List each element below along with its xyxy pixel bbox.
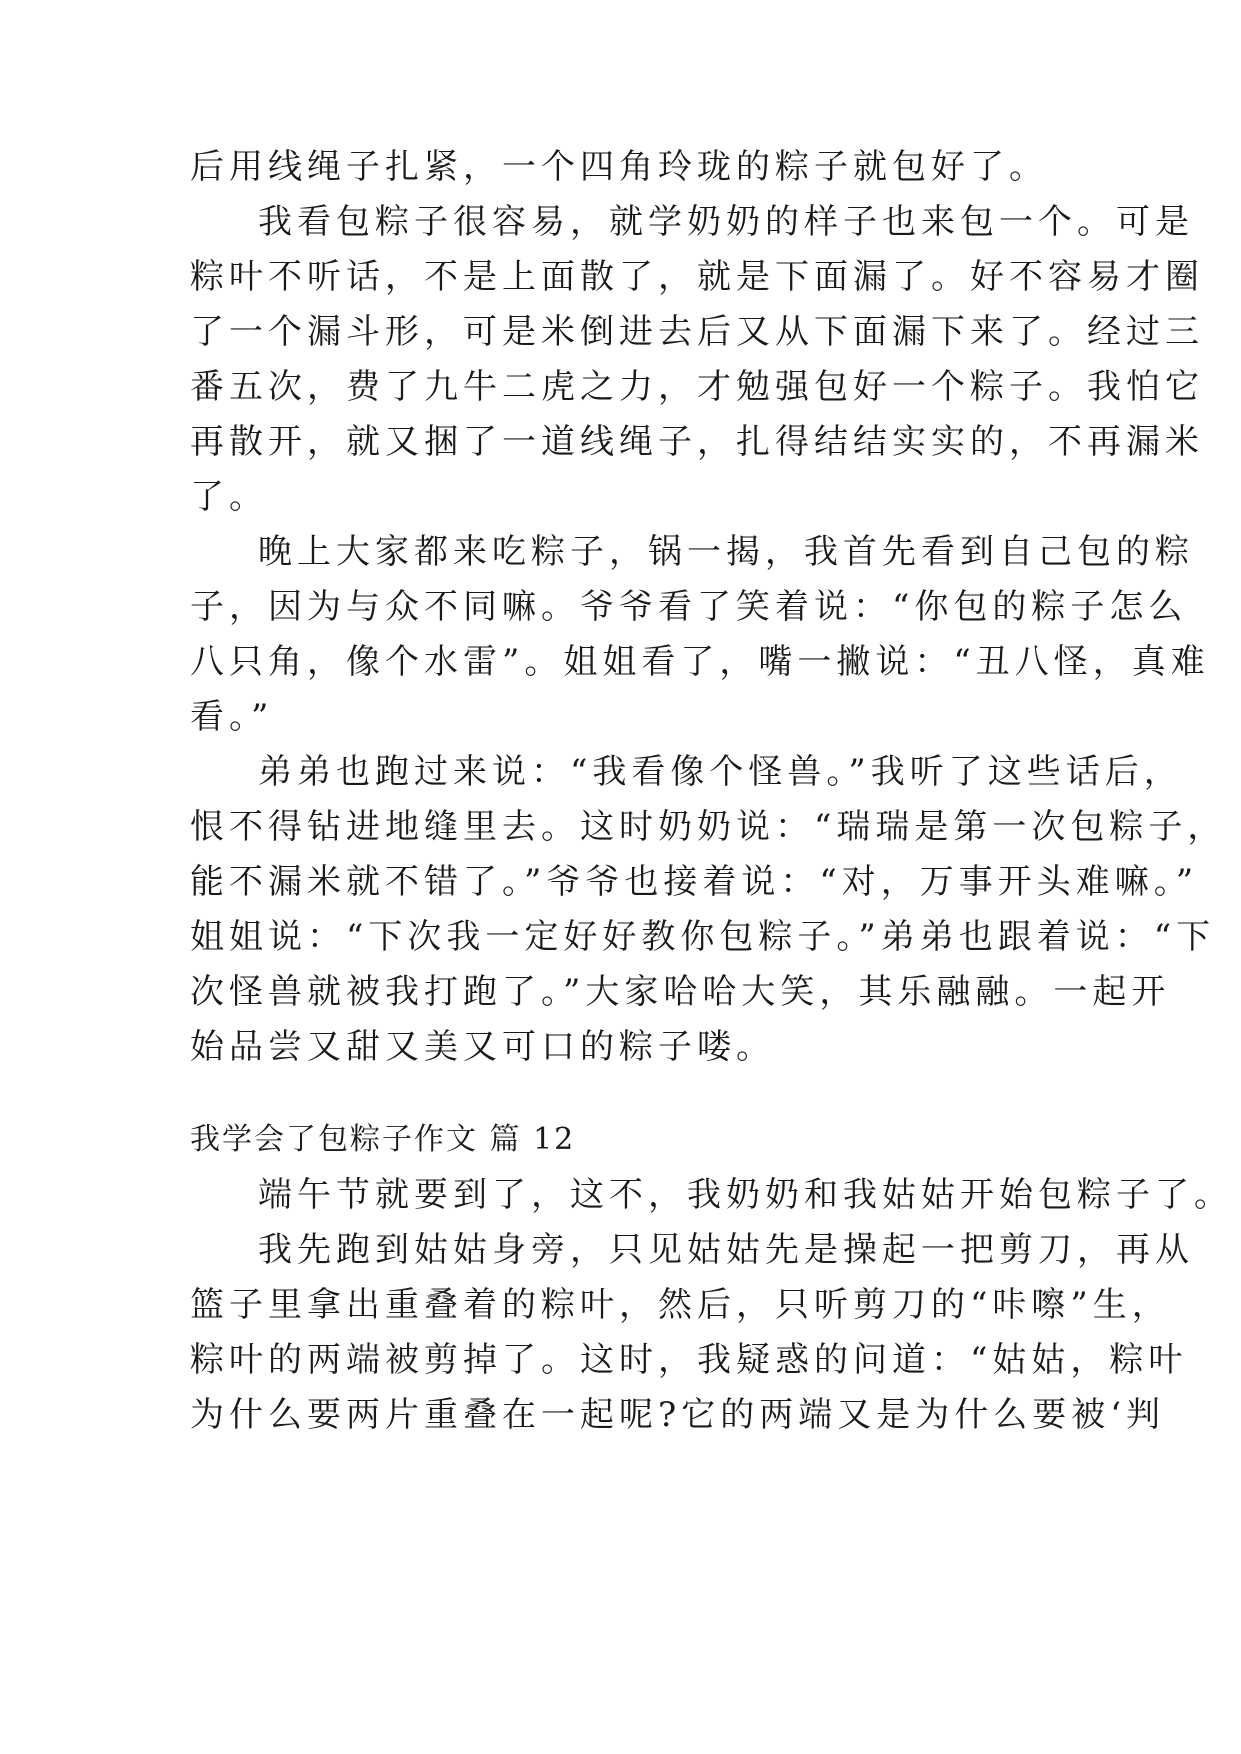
text-line: 八只角，像个水雷”。姐姐看了，嘴一撇说：“丑八怪，真难 bbox=[190, 642, 1210, 682]
text-line: 子，因为与众不同嘛。爷爷看了笑着说：“你包的粽子怎么 bbox=[190, 587, 1188, 627]
paragraph-start-line: 我先跑到姑姑身旁，只见姑姑先是操起一把剪刀，再从 bbox=[258, 1230, 1194, 1270]
text-line: 恨不得钻进地缝里去。这时奶奶说：“瑞瑞是第一次包粽子， bbox=[190, 807, 1227, 847]
text-line: 始品尝又甜又美又可口的粽子喽。 bbox=[190, 1027, 775, 1067]
text-line: 番五次，费了九牛二虎之力，才勉强包好一个粽子。我怕它 bbox=[190, 367, 1204, 407]
text-line: 看。” bbox=[190, 697, 274, 737]
paragraph-start-line: 我看包粽子很容易，就学奶奶的样子也来包一个。可是 bbox=[258, 202, 1194, 242]
paragraph-start-line: 晚上大家都来吃粽子，锅一揭，我首先看到自己包的粽 bbox=[258, 532, 1194, 572]
text-line: 再散开，就又捆了一道线绳子，扎得结结实实的，不再漏米 bbox=[190, 422, 1204, 462]
section-heading: 我学会了包粽子作文 篇 12 bbox=[190, 1122, 576, 1157]
paragraph-start-line: 端午节就要到了，这不，我奶奶和我姑姑开始包粽子了。 bbox=[258, 1175, 1233, 1215]
text-line: 篮子里拿出重叠着的粽叶，然后，只听剪刀的“咔嚓”生， bbox=[190, 1285, 1171, 1325]
text-line: 粽叶不听话，不是上面散了，就是下面漏了。好不容易才圈 bbox=[190, 257, 1204, 297]
paragraph-start-line: 弟弟也跑过来说：“我看像个怪兽。”我听了这些话后， bbox=[258, 752, 1183, 792]
text-line: 次怪兽就被我打跑了。”大家哈哈大笑，其乐融融。一起开 bbox=[190, 972, 1171, 1012]
text-line: 粽叶的两端被剪掉了。这时，我疑惑的问道：“姑姑，粽叶 bbox=[190, 1340, 1188, 1380]
text-line: 为什么要两片重叠在一起呢?它的两端又是为什么要被‘判 bbox=[190, 1395, 1166, 1435]
text-line: 姐姐说：“下次我一定好好教你包粽子。”弟弟也跟着说：“下 bbox=[190, 917, 1216, 957]
text-line: 能不漏米就不错了。”爷爷也接着说：“对，万事开头难嘛。” bbox=[190, 862, 1199, 902]
text-line-1: 后用线绳子扎紧，一个四角玲珑的粽子就包好了。 bbox=[190, 147, 1048, 187]
text-line: 了。 bbox=[190, 477, 268, 517]
text-line: 了一个漏斗形，可是米倒进去后又从下面漏下来了。经过三 bbox=[190, 312, 1204, 352]
